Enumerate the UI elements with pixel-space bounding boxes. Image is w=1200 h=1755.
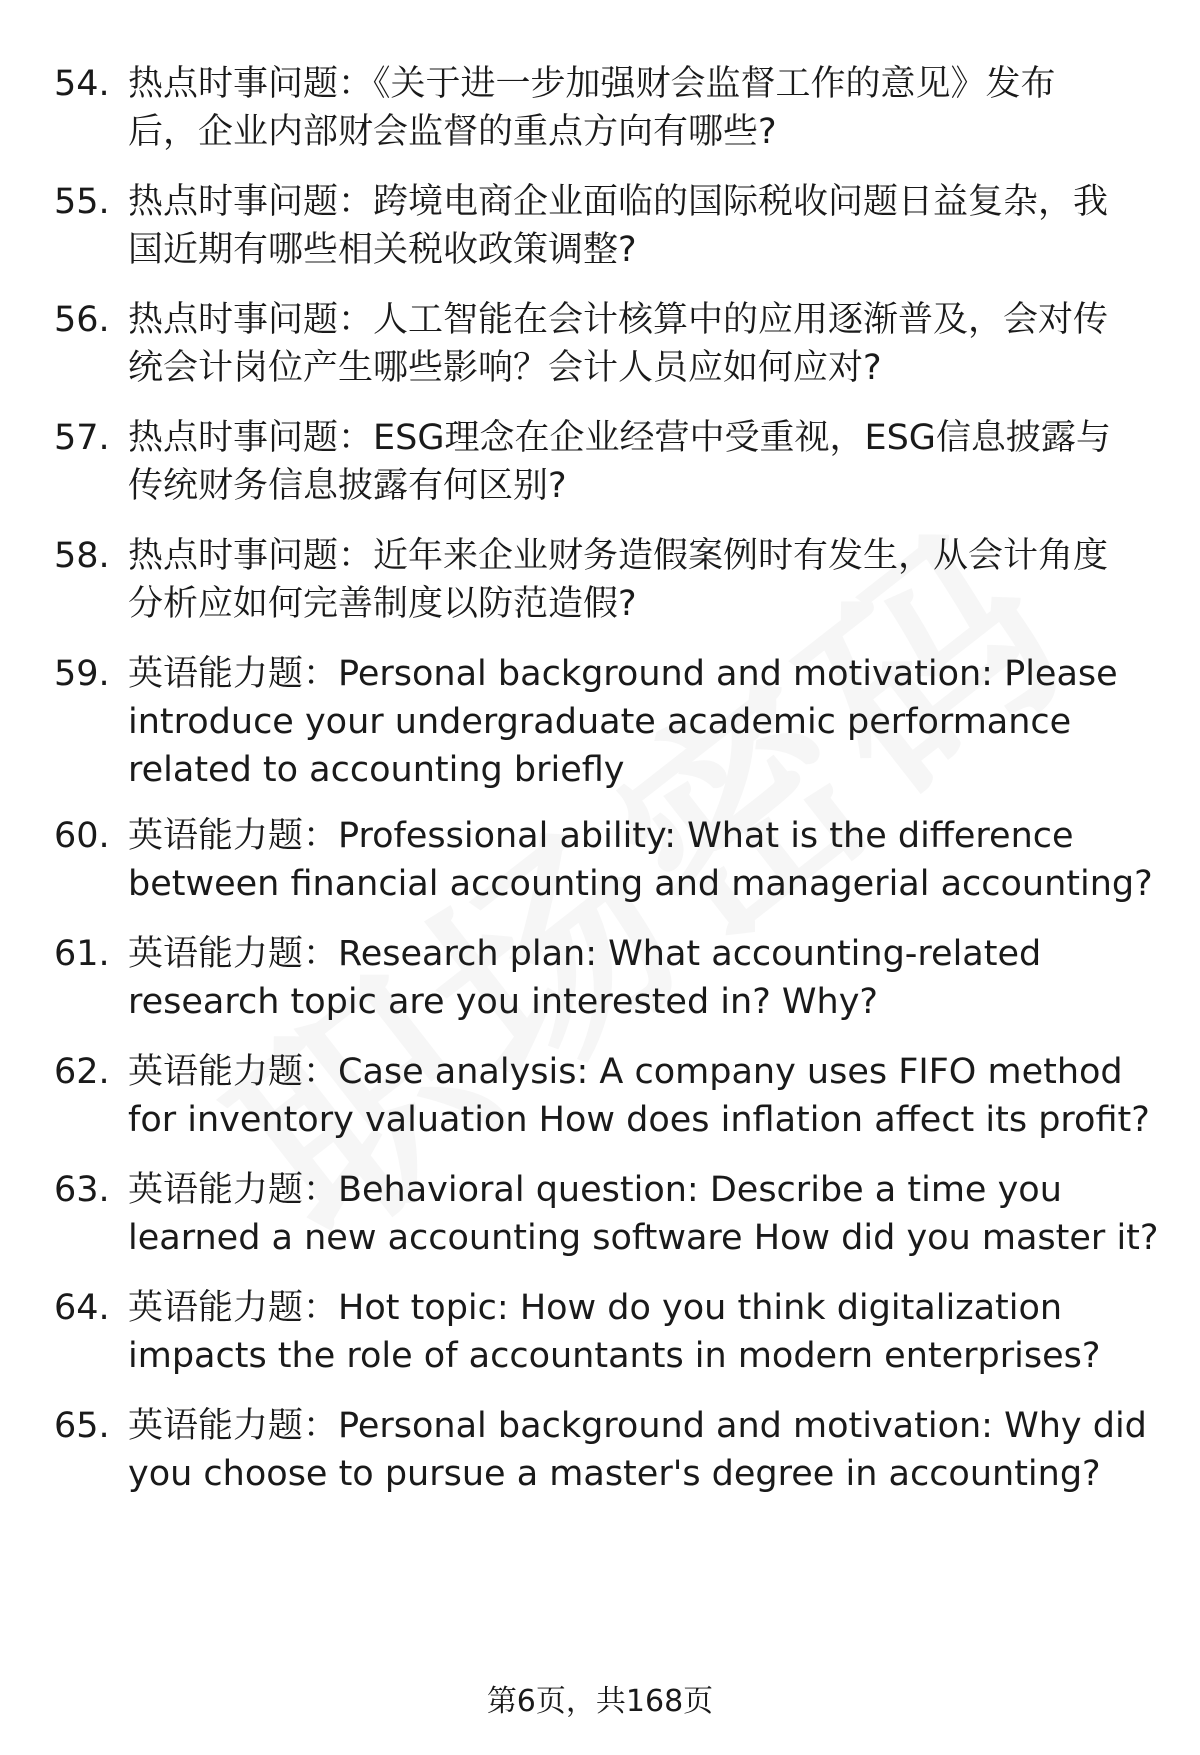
question-number: 59. [54, 654, 110, 694]
question-text-line: 英语能力题：Personal background and motivation: Why did [128, 1406, 1147, 1446]
question-text-line: learned a new accounting software How did you master it? [128, 1218, 1159, 1258]
question-number: 55. [54, 182, 110, 222]
question-text-line: you choose to pursue a master's degree in accounting? [128, 1454, 1101, 1494]
question-number: 57. [54, 418, 110, 458]
question-text-line: 热点时事问题：人工智能在会计核算中的应用逐渐普及，会对传 [128, 300, 1109, 340]
question-number: 64. [54, 1288, 110, 1328]
question-text-line: between financial accounting and managerial accounting? [128, 864, 1153, 904]
question-text-line: 国近期有哪些相关税收政策调整? [128, 230, 637, 270]
question-number: 54. [54, 64, 110, 104]
question-text-line: 英语能力题：Research plan: What accounting-related [128, 934, 1042, 974]
question-text-line: for inventory valuation How does inflation affect its profit? [128, 1100, 1150, 1140]
question-text-line: 英语能力题：Case analysis: A company uses FIFO method [128, 1052, 1123, 1092]
question-number: 61. [54, 934, 110, 974]
page-footer: 第6页，共168页 [486, 1684, 714, 1719]
question-text-line: impacts the role of accountants in modern enterprises? [128, 1336, 1101, 1376]
question-text-line: 传统财务信息披露有何区别? [128, 466, 567, 506]
question-text-line: introduce your undergraduate academic performance [128, 702, 1072, 742]
question-number: 62. [54, 1052, 110, 1092]
question-text-line: research topic are you interested in? Why? [128, 982, 878, 1022]
question-text-line: related to accounting briefly [128, 750, 625, 790]
question-text-line: 英语能力题：Professional ability: What is the difference [128, 816, 1074, 856]
question-text-line: 英语能力题：Hot topic: How do you think digitalization [128, 1288, 1063, 1328]
question-text-line: 英语能力题：Personal background and motivation: Please [128, 654, 1118, 694]
question-text-line: 分析应如何完善制度以防范造假? [128, 584, 637, 624]
question-number: 60. [54, 816, 110, 856]
question-text-line: 热点时事问题：跨境电商企业面临的国际税收问题日益复杂，我 [128, 182, 1109, 222]
question-number: 58. [54, 536, 110, 576]
question-text-line: 热点时事问题：ESG理念在企业经营中受重视，ESG信息披露与 [128, 418, 1111, 458]
question-text-line: 英语能力题：Behavioral question: Describe a time you [128, 1170, 1062, 1210]
question-text-line: 热点时事问题：近年来企业财务造假案例时有发生，从会计角度 [128, 536, 1109, 576]
question-number: 63. [54, 1170, 110, 1210]
question-text-line: 热点时事问题：《关于进一步加强财会监督工作的意见》发布 [128, 64, 1056, 104]
question-number: 65. [54, 1406, 110, 1446]
question-text-line: 后，企业内部财会监督的重点方向有哪些? [128, 112, 777, 152]
question-text-line: 统会计岗位产生哪些影响？会计人员应如何应对? [128, 348, 882, 388]
question-number: 56. [54, 300, 110, 340]
